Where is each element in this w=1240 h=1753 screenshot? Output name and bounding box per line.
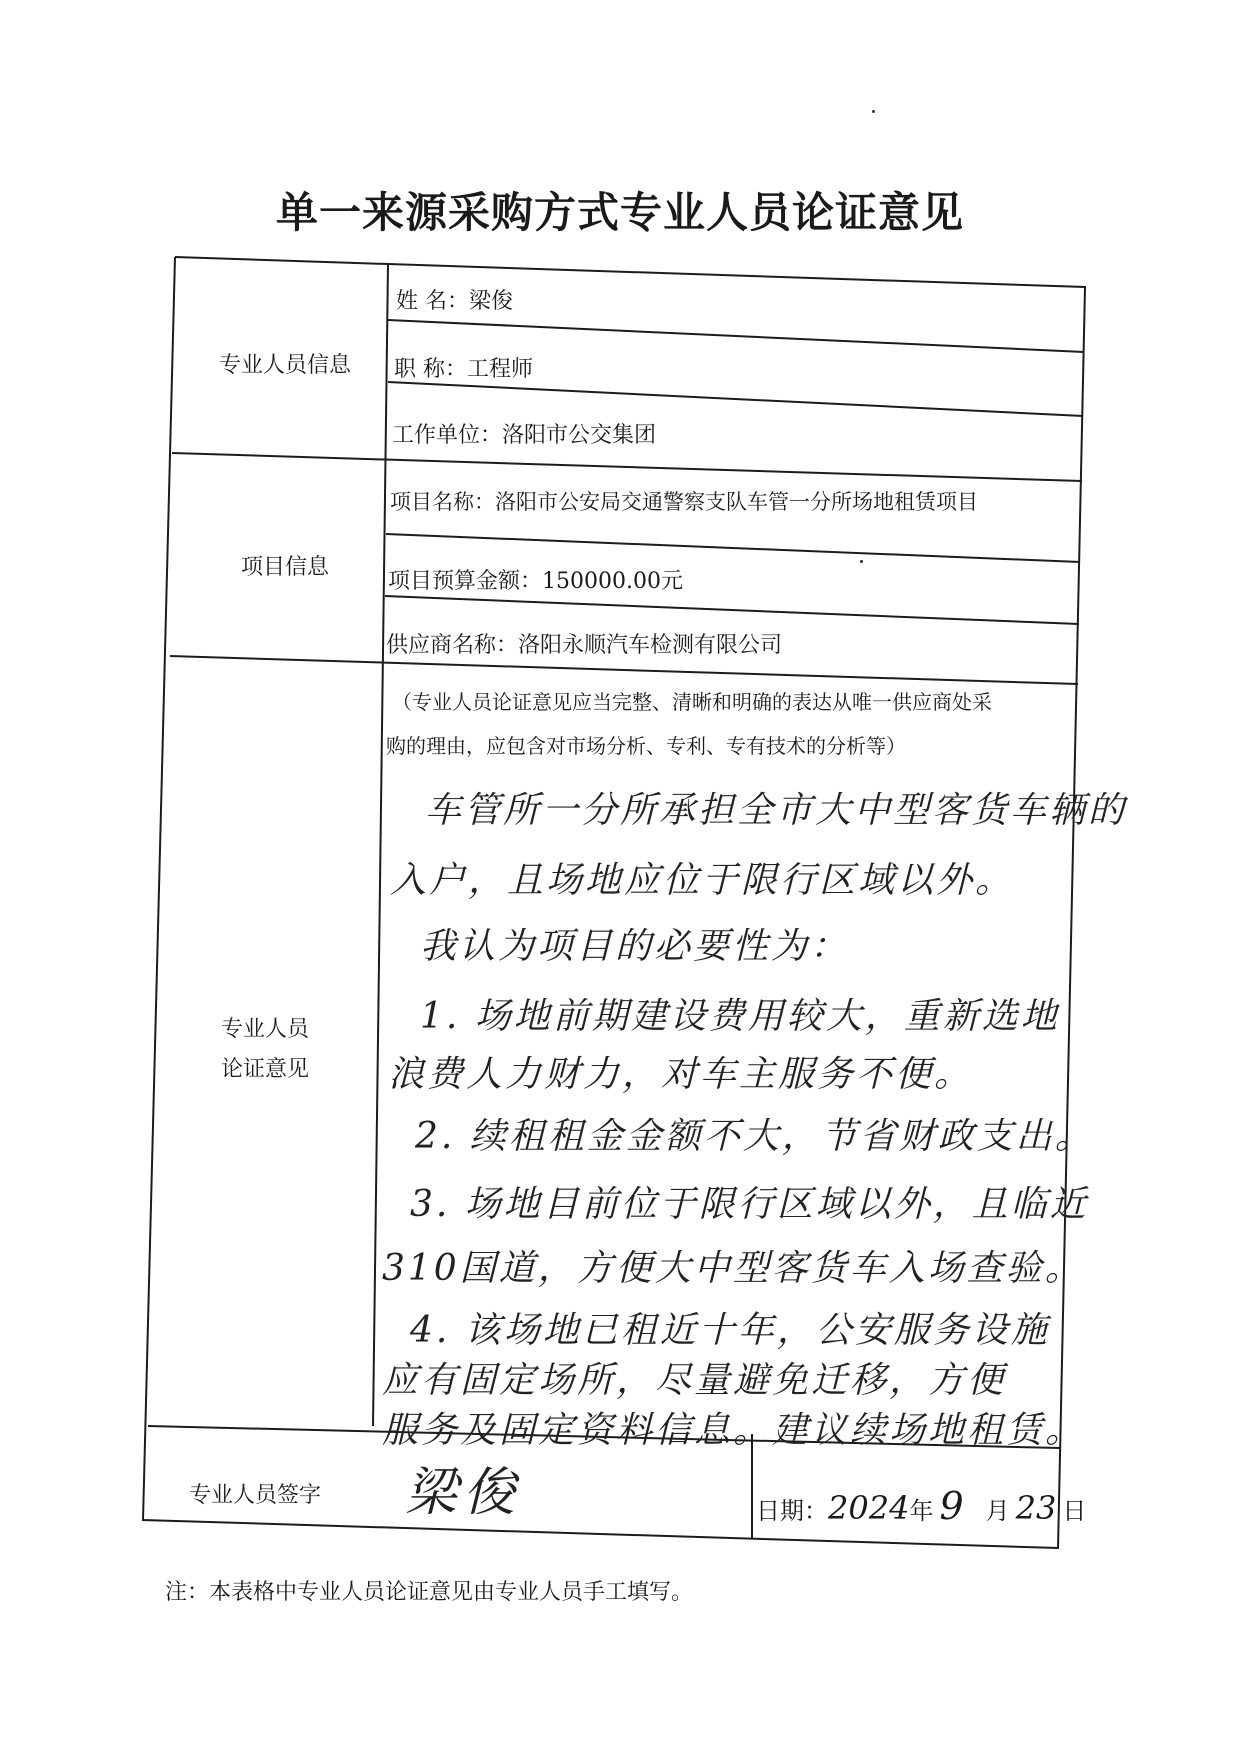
handwritten-line: 3. 场地目前位于限行区域以外，且临近 <box>410 1184 1089 1225</box>
handwritten-line: 车管所一分所承担全市大中型客货车辆的 <box>425 790 1128 831</box>
date-field <box>756 1484 1086 1528</box>
project-name-value: 洛阳市公安局交通警察支队车管一分所场地租赁项目 <box>495 490 978 514</box>
project-name-field <box>390 486 978 516</box>
project-info-label: 项目信息 <box>240 555 329 580</box>
opinion-label-line2: 论证意见 <box>220 1057 309 1082</box>
handwritten-line: 浪费人力财力，对车主服务不便。 <box>388 1054 974 1095</box>
budget-label: 项目预算金额： <box>388 569 543 594</box>
job-title-label: 职 称： <box>394 357 467 382</box>
opinion-instruction-line2: 购的理由，应包含对市场分析、专利、专有技术的分析等） <box>386 734 906 758</box>
handwritten-line: 入户，且场地应位于限行区域以外。 <box>390 860 1015 901</box>
handwritten-line: 2. 续租租金金额不大，节省财政支出。 <box>415 1116 1094 1157</box>
year-unit: 年 <box>909 1497 934 1525</box>
footnote: 注：本表格中专业人员论证意见由专业人员手工填写。 <box>165 1580 694 1605</box>
employer-field <box>392 418 656 449</box>
opinion-instruction-line1: （专业人员论证意见应当完整、清晰和明确的表达从唯一供应商处采 <box>392 690 992 714</box>
name-label: 姓 名： <box>396 289 469 314</box>
supplier-label: 供应商名称： <box>386 633 519 658</box>
scan-speck <box>860 560 863 563</box>
handwritten-line: 310国道，方便大中型客货车入场查验。 <box>382 1248 1084 1289</box>
name-field <box>396 284 513 315</box>
date-year: 2024 <box>828 1489 910 1527</box>
handwritten-line: 1. 场地前期建设费用较大，重新选地 <box>420 996 1060 1037</box>
signature: 梁俊 <box>405 1463 522 1523</box>
date-label: 日期： <box>756 1497 828 1525</box>
scan-speck <box>872 110 875 113</box>
supplier-field <box>386 628 782 659</box>
handwritten-line: 4. 该场地已租近十年，公安服务设施 <box>410 1310 1050 1351</box>
handwritten-line: 我认为项目的必要性为： <box>420 926 850 967</box>
date-day: 23 <box>1015 1489 1057 1527</box>
form-title: 单一来源采购方式专业人员论证意见 <box>275 188 964 237</box>
budget-value: 150000.00元 <box>542 569 683 594</box>
project-name-label: 项目名称： <box>390 490 495 514</box>
employer-label: 工作单位： <box>392 423 503 448</box>
opinion-label-line1: 专业人员 <box>220 1017 309 1042</box>
expert-info-label: 专业人员信息 <box>218 353 351 378</box>
job-title-value: 工程师 <box>467 357 534 382</box>
day-unit: 日 <box>1062 1497 1087 1525</box>
budget-field <box>388 564 683 595</box>
handwritten-line: 应有固定场所，尽量避免迁移，方便 <box>382 1360 1007 1401</box>
handwritten-line: 服务及固定资料信息。建议续场地租赁。 <box>382 1410 1085 1451</box>
supplier-value: 洛阳永顺汽车检测有限公司 <box>518 633 783 658</box>
employer-value: 洛阳市公交集团 <box>502 423 657 448</box>
month-unit: 月 <box>985 1497 1010 1525</box>
date-month: 9 <box>939 1484 964 1528</box>
name-value: 梁俊 <box>469 289 514 314</box>
job-title-field <box>394 352 533 383</box>
signature-label: 专业人员签字 <box>188 1483 321 1508</box>
